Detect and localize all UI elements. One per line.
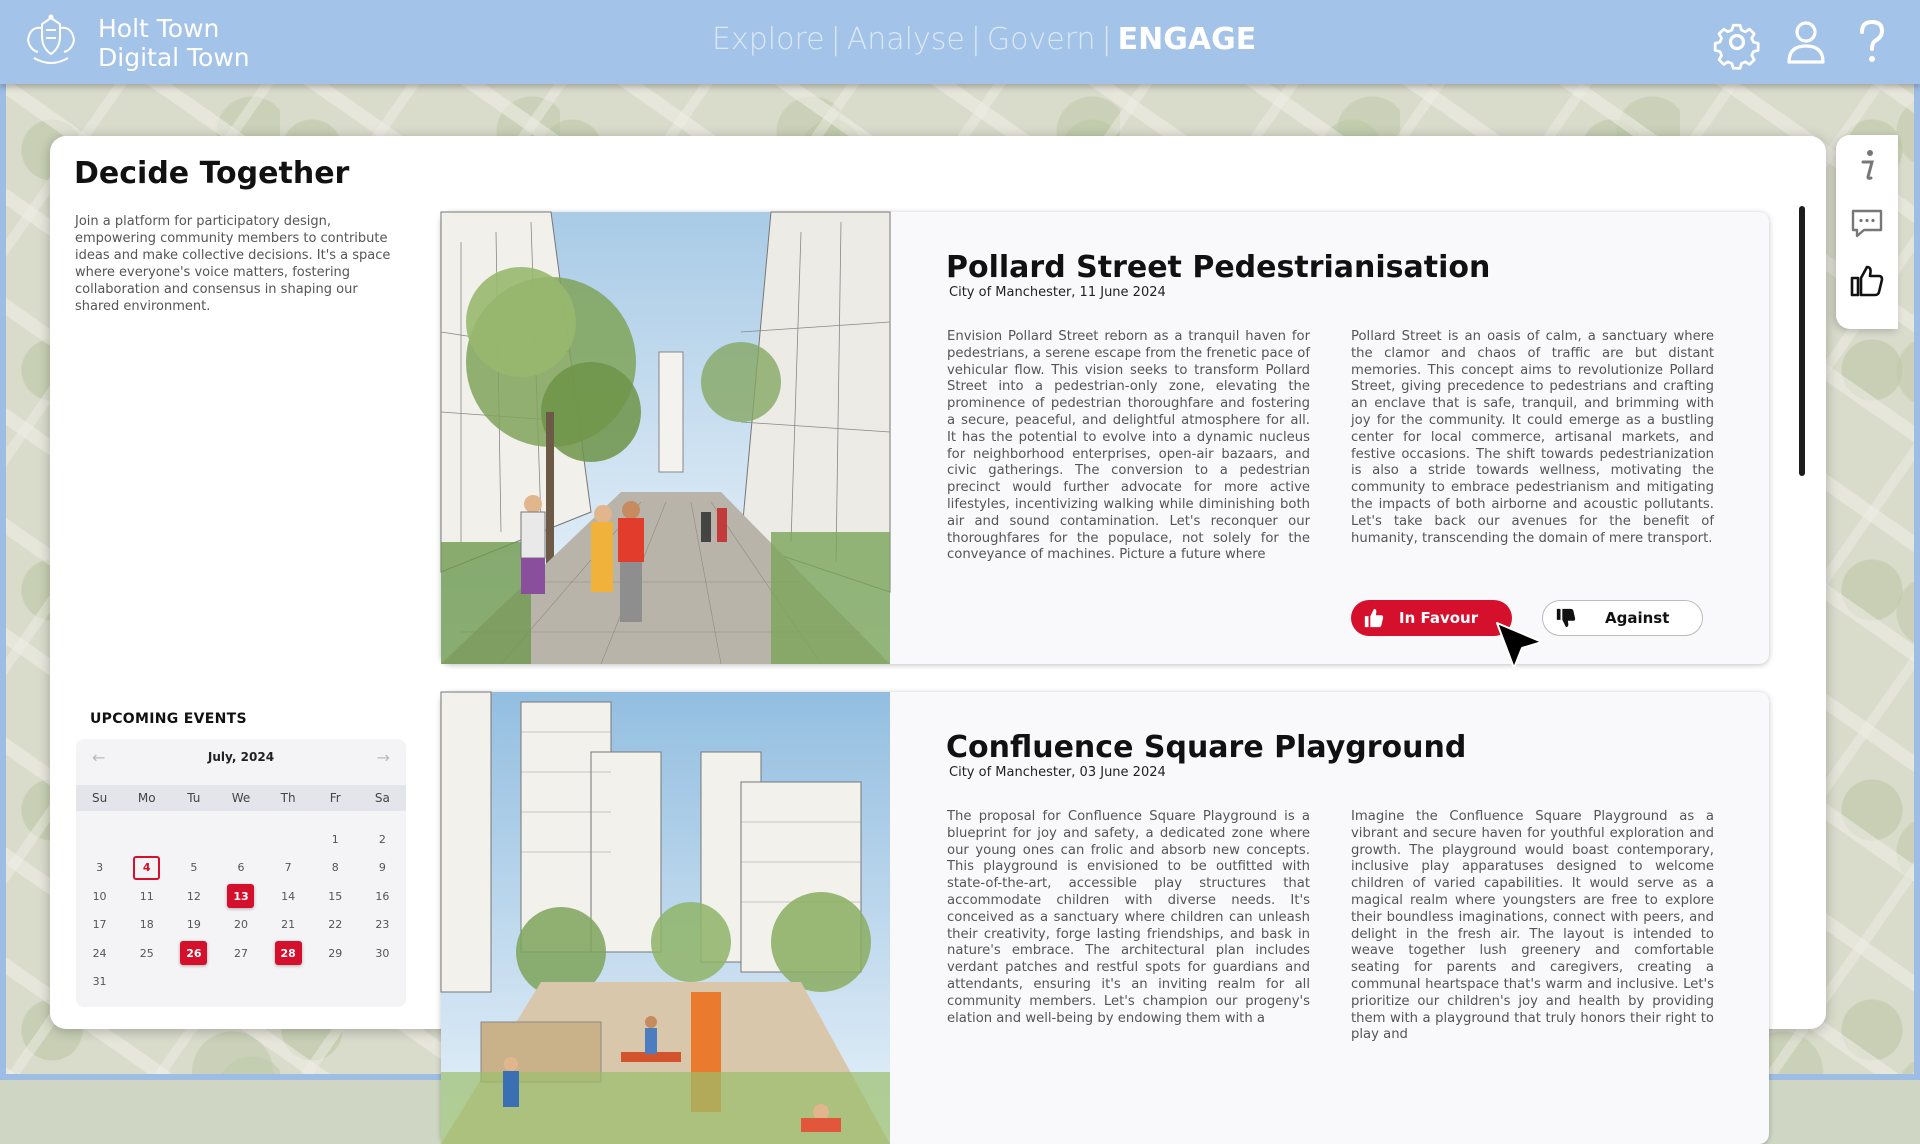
- calendar-day-number: 1: [331, 832, 339, 846]
- thumbs-up-icon[interactable]: [1849, 263, 1885, 299]
- calendar-day[interactable]: [359, 825, 406, 854]
- nav-govern[interactable]: Govern: [986, 22, 1096, 57]
- calendar-day[interactable]: [170, 911, 217, 940]
- proposals-list[interactable]: [441, 136, 1781, 1043]
- calendar-day-number: 9: [378, 861, 386, 875]
- nav-separator: |: [970, 22, 981, 57]
- page-title: Decide Together: [74, 156, 350, 191]
- calendar-day-number: 28: [275, 941, 302, 965]
- calendar-day[interactable]: [265, 854, 312, 883]
- nav-engage[interactable]: ENGAGE: [1117, 22, 1257, 57]
- calendar-day[interactable]: [170, 854, 217, 883]
- calendar-day[interactable]: [217, 854, 264, 883]
- weekday-label: Sa: [374, 791, 390, 805]
- calendar-day-number: 2: [378, 832, 386, 846]
- calendar-day-number: 6: [237, 861, 245, 875]
- calendar-day-number: 19: [186, 918, 201, 932]
- calendar-day-number: 10: [92, 889, 107, 903]
- calendar-day[interactable]: [359, 882, 406, 911]
- calendar-day[interactable]: [76, 882, 123, 911]
- calendar-day-number: 11: [139, 889, 154, 903]
- calendar-day-number: 12: [186, 889, 201, 903]
- proposal-title: Confluence Square Playground: [946, 730, 1467, 765]
- thumbs-down-icon: [1555, 607, 1577, 629]
- main-nav: [712, 22, 1256, 57]
- frame-right: [1914, 84, 1920, 1080]
- nav-analyse[interactable]: Analyse: [846, 22, 965, 57]
- calendar-day[interactable]: [76, 854, 123, 883]
- weekday-label: Su: [91, 791, 108, 805]
- scrollbar-thumb[interactable]: [1799, 206, 1805, 476]
- against-button[interactable]: [1542, 600, 1703, 636]
- calendar-day-number: 25: [139, 946, 154, 960]
- user-icon[interactable]: [1782, 18, 1830, 66]
- calendar-day-number: 23: [375, 918, 390, 932]
- calendar-day-number: 8: [331, 861, 339, 875]
- info-icon[interactable]: [1849, 147, 1885, 183]
- calendar-empty-cell: [265, 825, 312, 854]
- proposal-text-column: Envision Pollard Street reborn as a tranquil haven for pedestrians, a serene escape from the frenetic pace of vehicular flow. This vision seeks to transform Pollard Street into a pedestrian-only zone, elevating the prominence of pedestrian thoroughfare and fostering a secure, peaceful, and delightful atmosphere for all. It has the potential to evolve into a dynamic nucleus for neighborhood enterprises, open-air bazaars, and civic gatherings. The conversion to a pedestrian precinct would further advocate for more active lifestyles, incentivizing walking while diminishing both air and sound contamination. Let's reconquer our thoroughfares for the populace, not solely for the conveyance of machines. Picture a future where: [947, 329, 1310, 563]
- calendar-day-number: 27: [233, 946, 248, 960]
- comment-icon[interactable]: [1849, 205, 1885, 241]
- side-tabs: [1836, 135, 1898, 329]
- calendar-day-number: 7: [284, 861, 292, 875]
- brand-line1: Holt Town: [98, 14, 220, 43]
- calendar-empty-cell: [123, 825, 170, 854]
- calendar-day[interactable]: [265, 911, 312, 940]
- calendar-day-number: 5: [190, 861, 198, 875]
- prev-month-arrow-icon[interactable]: ←: [92, 747, 106, 767]
- calendar-day-number: 3: [96, 861, 104, 875]
- calendar-day[interactable]: [359, 911, 406, 940]
- weekday-label: Tu: [187, 791, 201, 805]
- calendar-day-number: 4: [133, 856, 160, 880]
- settings-icon[interactable]: [1713, 18, 1761, 66]
- proposal-card: [441, 692, 1769, 1144]
- nav-separator: |: [830, 22, 841, 57]
- proposal-text-column: Pollard Street is an oasis of calm, a sanctuary where the clamor and chaos of traffic are but distant memories. This concept aims to revolutionize Pollard Street, giving precedence to pedestrians and crafting an enclave that is safe, tranquil, and brimming with joy for the community. It could emerge as a bustling center for local commerce, artisanal markets, and festive occasions. The shift towards pedestrianization is also a stride towards wellness, motivating the community to embrace pedestrianism and mitigating the impacts of both airborne and acoustic pollutants. Let's take back our avenues for the benefit of humanity, transcending the domain of mere transport.: [1351, 329, 1714, 546]
- calendar-day-number: 13: [227, 884, 254, 908]
- calendar-month: July, 2024: [207, 750, 275, 764]
- main-panel: [50, 136, 1826, 1043]
- calendar-day-number: 24: [92, 946, 107, 960]
- brand-line2: Digital Town: [98, 43, 250, 72]
- calendar-weekdays: [76, 785, 406, 811]
- calendar-day-event[interactable]: [265, 939, 312, 968]
- calendar-day[interactable]: [312, 911, 359, 940]
- calendar-day-event[interactable]: [217, 882, 264, 911]
- calendar-day-number: 17: [92, 918, 107, 932]
- calendar-day[interactable]: [76, 911, 123, 940]
- proposal-sketch-image: [441, 692, 890, 1144]
- calendar-day[interactable]: [170, 882, 217, 911]
- calendar-day[interactable]: [217, 911, 264, 940]
- calendar-empty-cell: [217, 825, 264, 854]
- mouse-pointer-icon: [1494, 620, 1546, 672]
- calendar-day[interactable]: [312, 882, 359, 911]
- nav-explore[interactable]: Explore: [712, 22, 825, 57]
- calendar-day[interactable]: [217, 939, 264, 968]
- calendar-header: [76, 739, 406, 775]
- calendar-day-number: 31: [92, 975, 107, 989]
- calendar-day-number: 16: [375, 889, 390, 903]
- top-bar: [0, 0, 1920, 84]
- upcoming-events-title: UPCOMING EVENTS: [90, 711, 247, 727]
- calendar-day-number: 18: [139, 918, 154, 932]
- weekday-label: Fr: [329, 791, 341, 805]
- calendar-day-event[interactable]: [170, 939, 217, 968]
- brand-name[interactable]: [98, 14, 250, 72]
- calendar-day[interactable]: [312, 825, 359, 854]
- calendar-day[interactable]: [123, 911, 170, 940]
- weekday-label: We: [231, 791, 251, 805]
- frame-left: [0, 84, 6, 1080]
- calendar-day-number: 20: [233, 918, 248, 932]
- in-favour-label: In Favour: [1399, 609, 1479, 627]
- calendar-day[interactable]: [76, 968, 123, 997]
- proposal-text-column: The proposal for Confluence Square Playground is a blueprint for joy and safety, a dedicated zone where our young ones can frolic and absorb new concepts. This playground is envisioned to be outfitted with state-of-the-art, accessible play structures that accommodate children with diverse needs. It's conceived as a sanctuary where children can unleash their creativity, forge lasting friendships, and bask in nature's embrace. The architectural plan includes verdant patches and restful spots for guardians and attendants, ensuring it's an inviting realm for all community members. Let's champion our progeny's elation and well-being by endowing them with a: [947, 809, 1310, 1026]
- calendar-day-number: 15: [328, 889, 343, 903]
- calendar-day-number: 29: [328, 946, 343, 960]
- crest-logo: [20, 14, 82, 70]
- proposal-card: [441, 212, 1769, 664]
- weekday-label: Th: [280, 791, 296, 805]
- next-month-arrow-icon[interactable]: →: [376, 747, 390, 767]
- proposal-subtitle: City of Manchester, 03 June 2024: [949, 765, 1166, 780]
- nav-separator: |: [1101, 22, 1112, 57]
- help-icon[interactable]: [1848, 18, 1896, 66]
- calendar-day-number: 14: [281, 889, 296, 903]
- calendar-day[interactable]: [312, 854, 359, 883]
- against-label: Against: [1605, 609, 1670, 627]
- calendar-day[interactable]: [76, 939, 123, 968]
- weekday-label: Mo: [137, 791, 156, 805]
- calendar-empty-cell: [170, 825, 217, 854]
- calendar-day[interactable]: [265, 882, 312, 911]
- calendar-day-number: 26: [180, 941, 207, 965]
- calendar-day[interactable]: [312, 939, 359, 968]
- thumbs-up-icon: [1363, 607, 1385, 629]
- calendar-day[interactable]: [123, 939, 170, 968]
- calendar-days: [76, 825, 406, 996]
- calendar-empty-cell: [76, 825, 123, 854]
- calendar-day-number: 30: [375, 946, 390, 960]
- proposal-text-column: Imagine the Confluence Square Playground as a vibrant and secure haven for youthful exploration and growth. The playground would boast contemporary, inclusive play apparatuses designed to welcome children of varied capabilities. It would serve as a magical realm where youngsters are free to explore their boundless imaginations, connect with peers, and delight in the fresh air. The layout is intended to weave together lush greenery and comfortable seating for parents and caregivers, creating a communal heartspace that's warm and inclusive. Let's prioritize our children's joy and health by providing them with a playground that truly honors their right to play and: [1351, 809, 1714, 1043]
- calendar-day[interactable]: [359, 939, 406, 968]
- calendar-day[interactable]: [359, 854, 406, 883]
- events-calendar: [76, 739, 406, 1007]
- proposal-subtitle: City of Manchester, 11 June 2024: [949, 285, 1166, 300]
- calendar-day-number: 22: [328, 918, 343, 932]
- proposal-sketch-image: [441, 212, 890, 664]
- calendar-day-today[interactable]: [123, 854, 170, 883]
- proposal-title: Pollard Street Pedestrianisation: [946, 250, 1491, 285]
- calendar-day[interactable]: [123, 882, 170, 911]
- scrollbar[interactable]: [1799, 206, 1805, 1006]
- page-description: Join a platform for participatory design, empowering community members to contribute ideas and make collective decisions. It's a space where everyone's voice matters, fostering collaboration and consensus in shaping our shared environment.: [75, 214, 391, 314]
- in-favour-button[interactable]: [1351, 600, 1512, 636]
- calendar-day-number: 21: [281, 918, 296, 932]
